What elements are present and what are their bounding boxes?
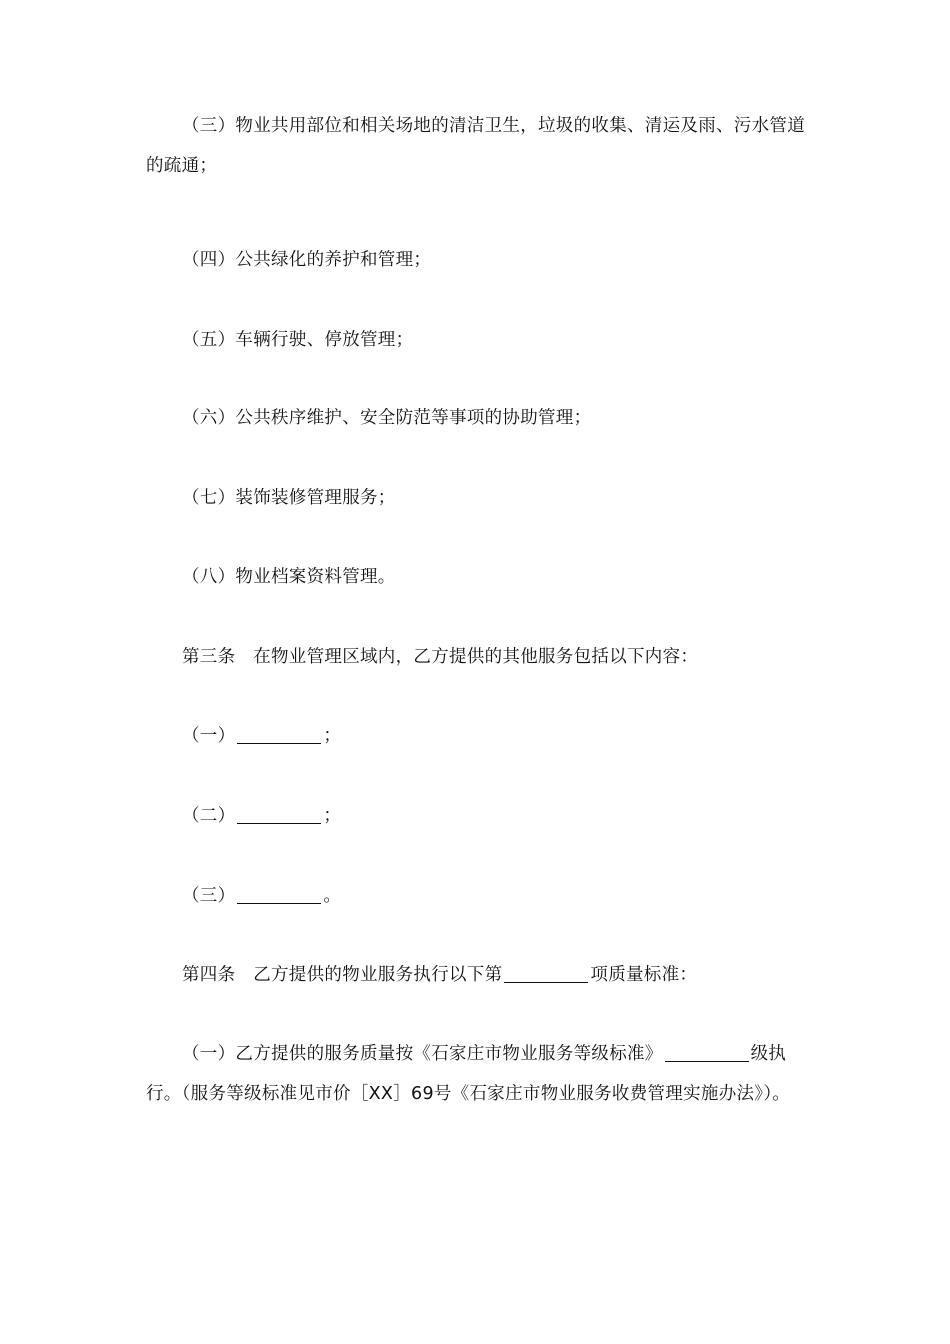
paragraph-archives-text: （八）物业档案资料管理。 bbox=[182, 567, 396, 587]
other-service-1-prefix: （一） bbox=[182, 726, 236, 746]
other-service-3-prefix: （三） bbox=[182, 886, 236, 906]
paragraph-greening-text: （四）公共绿化的养护和管理； bbox=[182, 250, 432, 270]
paragraph-public-order bbox=[146, 398, 806, 438]
paragraph-cleaning bbox=[146, 106, 806, 186]
quality-1-suffix: 级执行。（服务等级标准见市价［XX］69号《石家庄市物业服务收费管理实施办法》）。 bbox=[146, 1044, 791, 1104]
paragraph-decoration bbox=[146, 478, 806, 518]
quality-1-prefix: （一）乙方提供的服务质量按《石家庄市物业服务等级标准》 bbox=[182, 1044, 663, 1064]
paragraph-vehicles bbox=[146, 320, 806, 360]
paragraph-archives bbox=[146, 557, 806, 597]
paragraph-greening bbox=[146, 240, 806, 280]
other-service-item-3 bbox=[146, 876, 806, 916]
fill-in-blank[interactable] bbox=[504, 962, 588, 983]
other-service-item-1 bbox=[146, 716, 806, 756]
article-4-suffix: 项质量标准： bbox=[590, 965, 698, 985]
paragraph-public-order-text: （六）公共秩序维护、安全防范等事项的协助管理； bbox=[182, 408, 592, 428]
other-service-item-2 bbox=[146, 796, 806, 836]
fill-in-blank[interactable] bbox=[237, 883, 321, 904]
other-service-1-suffix: ； bbox=[323, 726, 342, 746]
paragraph-cleaning-text: （三）物业共用部位和相关场地的清洁卫生，垃圾的收集、清运及雨、污水管道的疏通； bbox=[146, 116, 805, 176]
other-service-2-suffix: ； bbox=[323, 806, 342, 826]
fill-in-blank[interactable] bbox=[237, 803, 321, 824]
article-3-heading bbox=[146, 637, 806, 677]
article-3-text: 第三条 在物业管理区域内，乙方提供的其他服务包括以下内容： bbox=[182, 647, 699, 667]
other-service-2-prefix: （二） bbox=[182, 806, 236, 826]
quality-standard-item-1 bbox=[146, 1034, 806, 1114]
article-4-heading bbox=[146, 955, 806, 995]
fill-in-blank[interactable] bbox=[237, 723, 321, 744]
other-service-3-suffix: 。 bbox=[323, 886, 342, 906]
paragraph-decoration-text: （七）装饰装修管理服务； bbox=[182, 488, 396, 508]
fill-in-blank[interactable] bbox=[665, 1041, 749, 1062]
article-4-prefix: 第四条 乙方提供的物业服务执行以下第 bbox=[182, 965, 503, 985]
paragraph-vehicles-text: （五）车辆行驶、停放管理； bbox=[182, 330, 414, 350]
